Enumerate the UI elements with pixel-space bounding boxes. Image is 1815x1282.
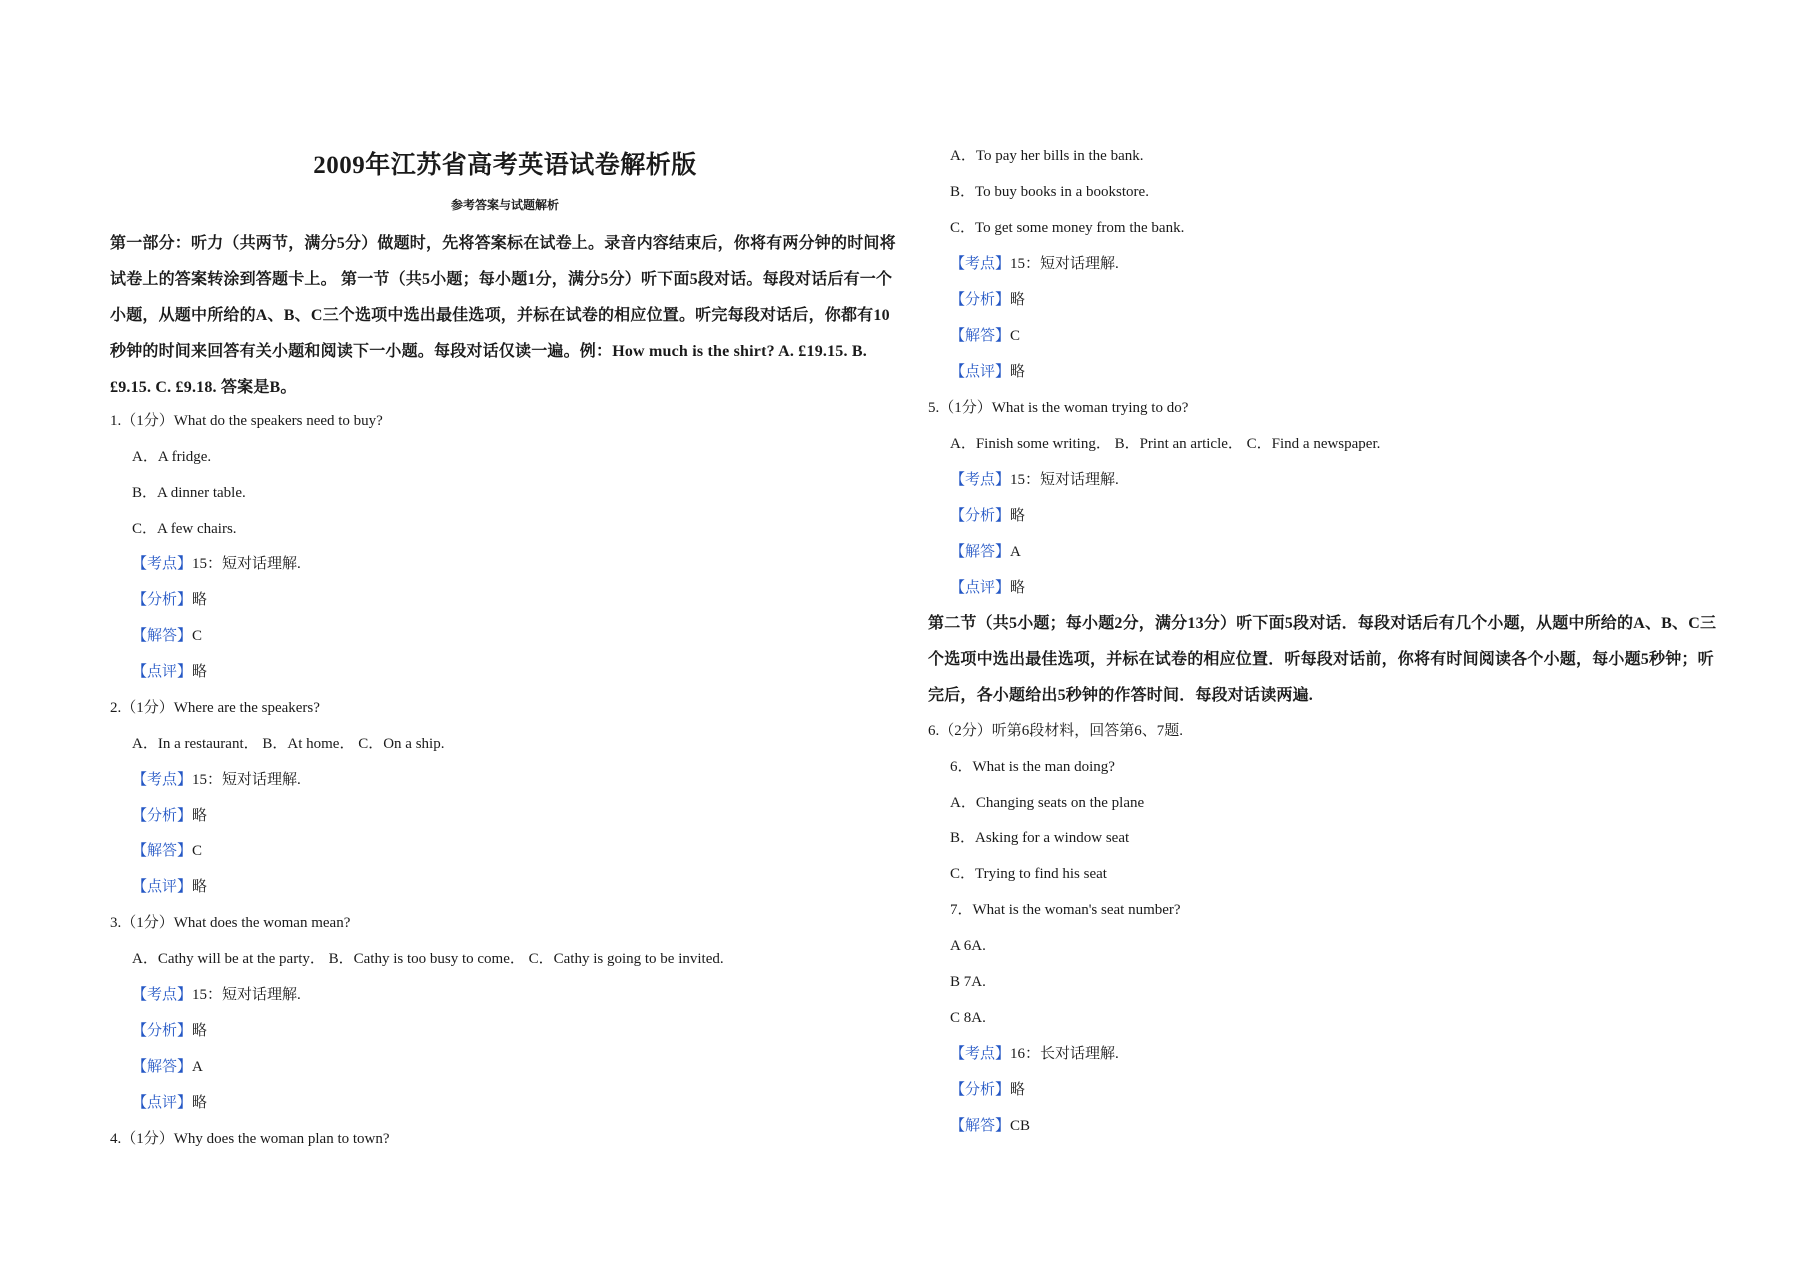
fenxi-label: 【分析】 <box>132 1023 193 1039</box>
fenxi-label: 【分析】 <box>132 592 193 608</box>
kaodian-label: 【考点】 <box>132 772 193 788</box>
jieda-text: C <box>192 628 203 644</box>
question-3-dianping <box>110 1088 207 1118</box>
kaodian-label: 【考点】 <box>132 987 193 1003</box>
fenxi-label: 【分析】 <box>950 1082 1011 1098</box>
fenxi-text: 略 <box>1010 1082 1026 1098</box>
question-4-jieda <box>928 321 1020 351</box>
document-title: 2009年江苏省高考英语试卷解析版 <box>313 152 697 179</box>
question-5-kaodian <box>928 465 1119 495</box>
question-1-option-c: C．A few chairs. <box>132 521 237 537</box>
question-6-stem: 6.（2分）听第6段材料，回答第6、7题. <box>928 723 1184 739</box>
question-4-option-c: C．To get some money from the bank. <box>950 220 1185 236</box>
dianping-label: 【点评】 <box>950 364 1011 380</box>
jieda-label: 【解答】 <box>132 843 193 859</box>
question-4-dianping <box>928 357 1025 387</box>
fenxi-text: 略 <box>1010 508 1026 524</box>
fenxi-label: 【分析】 <box>950 508 1011 524</box>
jieda-text: A <box>192 1059 203 1075</box>
question-5-stem: 5.（1分）What is the woman trying to do? <box>928 400 1189 416</box>
section2-instructions: 第二节（共5小题；每小题2分，满分13分）听下面5段对话．每段对话后有几个小题，从题中所给的A、B、C三个选项中选出最佳选项，并标在试卷的相应位置．听每段对话前，你将有时间阅读各个小题，每小题5秒钟；听完后，各小题给出5秒钟的作答时间．每段对话读两遍. <box>928 615 1717 704</box>
question-3-fenxi <box>110 1016 207 1046</box>
question-3-kaodian <box>110 980 301 1010</box>
question-7-option-c: C 8A. <box>950 1010 986 1026</box>
kaodian-text: 15：短对话理解. <box>192 772 301 788</box>
question-4-stem: 4.（1分）Why does the woman plan to town? <box>110 1131 390 1147</box>
question-7-option-a: A 6A. <box>950 938 986 954</box>
jieda-text: A <box>1010 544 1021 560</box>
jieda-label: 【解答】 <box>950 544 1011 560</box>
fenxi-text: 略 <box>192 592 208 608</box>
kaodian-text: 16：长对话理解. <box>1010 1046 1119 1062</box>
question-7-line: 7．What is the woman's seat number? <box>950 902 1181 918</box>
kaodian-label: 【考点】 <box>950 472 1011 488</box>
question-3-stem: 3.（1分）What does the woman mean? <box>110 915 351 931</box>
dianping-label: 【点评】 <box>132 664 193 680</box>
dianping-label: 【点评】 <box>132 1095 193 1111</box>
question-2-kaodian <box>110 765 301 795</box>
fenxi-text: 略 <box>1010 292 1026 308</box>
question-2-dianping <box>110 872 207 902</box>
jieda-label: 【解答】 <box>132 1059 193 1075</box>
kaodian-label: 【考点】 <box>132 556 193 572</box>
kaodian-text: 15：短对话理解. <box>192 556 301 572</box>
part1-instructions: 第一部分：听力（共两节，满分5分）做题时，先将答案标在试卷上。录音内容结束后，你将有两分钟的时间将试卷上的答案转涂到答题卡上。 第一节（共5小题；每小题1分，满分5分）听下面5段对话。每段对话后有一个小题，从题中所给的A、B、C三个选项中选出最佳选项，并标在试卷的相应位置。听完每段对话后，你都有10秒钟的时间来回答有关小题和阅读下一小题。每段对话仅读一遍。例：How much is the shirt? A. £19.15. B. £9.15. C. £9.18. 答案是B。 <box>110 235 896 396</box>
question-6-option-c: C．Trying to find his seat <box>950 866 1107 882</box>
question-5-dianping <box>928 573 1025 603</box>
dianping-text: 略 <box>1010 364 1026 380</box>
question-1-fenxi <box>110 585 207 615</box>
question-6-option-a: A．Changing seats on the plane <box>950 795 1145 811</box>
fenxi-text: 略 <box>192 1023 208 1039</box>
jieda-label: 【解答】 <box>950 328 1011 344</box>
fenxi-text: 略 <box>192 808 208 824</box>
question-4-kaodian <box>928 249 1119 279</box>
question-1-option-a: A．A fridge. <box>132 449 212 465</box>
question-2-options: A．In a restaurant． B．At home． C．On a ship. <box>132 736 445 752</box>
question-6-jieda <box>928 1111 1030 1141</box>
dianping-label: 【点评】 <box>950 580 1011 596</box>
question-4-fenxi <box>928 285 1025 315</box>
kaodian-label: 【考点】 <box>950 256 1011 272</box>
question-4-option-a: A．To pay her bills in the bank. <box>950 148 1144 164</box>
document-subtitle: 参考答案与试题解析 <box>450 198 559 212</box>
jieda-text: C <box>192 843 203 859</box>
question-5-jieda <box>928 537 1021 567</box>
question-2-jieda <box>110 836 202 866</box>
question-3-jieda <box>110 1052 203 1082</box>
jieda-text: C <box>1010 328 1021 344</box>
kaodian-text: 15：短对话理解. <box>1010 472 1119 488</box>
question-5-fenxi <box>928 501 1025 531</box>
question-1-option-b: B．A dinner table. <box>132 485 246 501</box>
question-5-options: A．Finish some writing． B．Print an article． C．Find a newspaper. <box>950 436 1381 452</box>
question-6-option-b: B．Asking for a window seat <box>950 830 1130 846</box>
question-2-fenxi <box>110 801 207 831</box>
question-1-dianping <box>110 657 207 687</box>
question-6-kaodian <box>928 1039 1119 1069</box>
question-7-option-b: B 7A. <box>950 974 986 990</box>
jieda-text: CB <box>1010 1118 1031 1134</box>
kaodian-label: 【考点】 <box>950 1046 1011 1062</box>
question-1-kaodian <box>110 549 301 579</box>
question-1-jieda <box>110 621 202 651</box>
dianping-text: 略 <box>192 664 208 680</box>
question-3-options: A．Cathy will be at the party． B．Cathy is too busy to come． C．Cathy is going to be invited. <box>132 951 724 967</box>
fenxi-label: 【分析】 <box>132 808 193 824</box>
dianping-text: 略 <box>192 879 208 895</box>
question-1-stem: 1.（1分）What do the speakers need to buy? <box>110 413 383 429</box>
dianping-text: 略 <box>1010 580 1026 596</box>
jieda-label: 【解答】 <box>950 1118 1011 1134</box>
kaodian-text: 15：短对话理解. <box>1010 256 1119 272</box>
question-6-line: 6．What is the man doing? <box>950 759 1115 775</box>
fenxi-label: 【分析】 <box>950 292 1011 308</box>
question-6-fenxi <box>928 1075 1025 1105</box>
jieda-label: 【解答】 <box>132 628 193 644</box>
question-2-stem: 2.（1分）Where are the speakers? <box>110 700 320 716</box>
dianping-text: 略 <box>192 1095 208 1111</box>
question-4-option-b: B．To buy books in a bookstore. <box>950 184 1149 200</box>
kaodian-text: 15：短对话理解. <box>192 987 301 1003</box>
dianping-label: 【点评】 <box>132 879 193 895</box>
